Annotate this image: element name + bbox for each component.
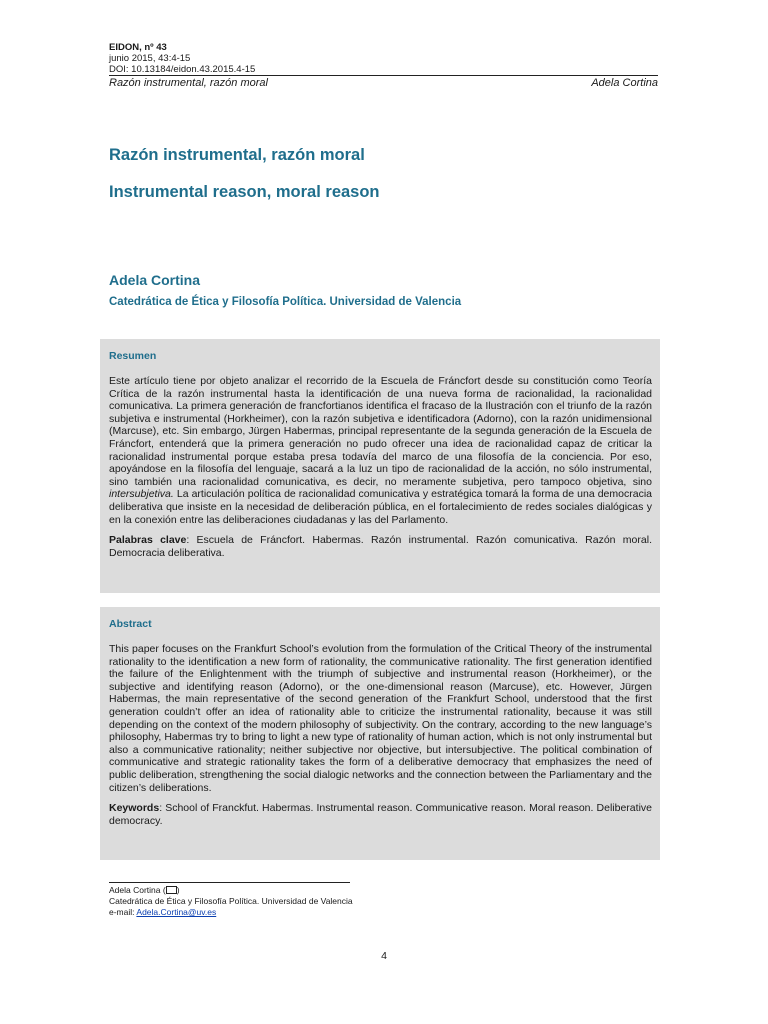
abstract-body: This paper focuses on the Frankfurt School’s evolution from the formulation of the Critical Theory of the instrumental rationality to the identification a new form of rationality, the communicative rationality. The first generation identified the failure of the Enlightenment with the triumph of subjective and instrumental reason (Horkheimer), or the subjective and identifying reason (Adorno), or the one-dimensional reason (Marcuse), etc. However, Jürgen Habermas, the main representative of the second generation of the Frankfurt School, understood that the first generation couldn’t offer an idea of rationality able to criticize the instrumental rationality, because it was still depending on the context of the modern philosophy of subjectivity. On the contrary, according to the new language’s philosophy, Habermas try to bring to light a new type of rationality of human action, which is not only instrumental but also a communicative rationality; neither subjective nor objective, but intersubjective. The political combination of communicative and strategic rationality takes the form of a deliberative democracy that emphasizes the need of public deliberation, strengthening the social dialogic networks and the connection between the Parliamentary and the citizen’s deliberations. (109, 643, 652, 794)
keywords (109, 802, 652, 827)
journal-header (109, 42, 658, 90)
title-spanish: Razón instrumental, razón moral (109, 146, 365, 164)
palabras-clave-label: Palabras clave (109, 534, 187, 547)
email-link[interactable]: Adela.Cortina@uv.es (136, 907, 217, 917)
footnote-divider (109, 882, 350, 883)
abstract-heading: Abstract (109, 618, 152, 630)
palabras-clave-list: : Escuela de Fráncfort. Habermas. Razón instrumental. Razón comunicativa. Razón moral. Democracia deliberativa. (109, 534, 652, 559)
page-number: 4 (381, 950, 387, 962)
resumen-box (100, 339, 660, 593)
palabras-clave (109, 534, 652, 559)
footnote-affiliation: Catedrática de Ética y Filosofía Política. Universidad de Valencia (109, 896, 353, 906)
footnote-author (109, 885, 353, 896)
footnote-email-label: e-mail: (109, 907, 137, 917)
footnote-author-name: Adela Cortina ( (109, 885, 166, 895)
journal-issue: junio 2015, 43:4-15 (109, 53, 191, 64)
footnote-email-line (109, 907, 353, 918)
footnote-author-close: ) (176, 885, 180, 895)
resumen-body (109, 375, 652, 526)
journal-doi: DOI: 10.13184/eidon.43.2015.4-15 (109, 64, 658, 76)
resumen-heading: Resumen (109, 350, 157, 362)
envelope-icon (166, 886, 177, 894)
running-head (109, 77, 658, 90)
author-name: Adela Cortina (109, 272, 201, 288)
abstract-box (100, 607, 660, 860)
keywords-label: Keywords (109, 802, 160, 815)
resumen-text-2: La articulación política de racionalidad comunicativa y estratégica tomará la forma de una democracia deliberativa que insiste en la necesidad de deliberación pública, en el fortalecimiento de redes sociales dialógicas y en la conexión entre las deliberaciones ciudadanas y las del Parlamento. (109, 488, 652, 526)
running-title: Razón instrumental, razón moral (109, 77, 268, 89)
resumen-text-1: Este artículo tiene por objeto analizar el recorrido de la Escuela de Fráncfort desde su constitución como Teoría Crítica de la razón instrumental hasta la identificación de una nueva forma de racionalidad, la racionalidad comunicativa. La primera generación de francfortianos identifica el fracaso de la Ilustración con el triunfo de la razón subjetiva e instrumental (Horkheimer), con la razón subjetiva e identificadora (Adorno), con la razón unidimensional (Marcuse), etc. Sin embargo, Jürgen Habermas, principal representante de la segunda generación de la Escuela de Fráncfort, entenderá que la primera generación no pudo ofrecer una idea de racionalidad capaz de criticar la racionalidad instrumental porque estaba presa todavía del marco de una filosofía de la conciencia. Por eso, apoyándose en la filosofía del lenguaje, sacará a la luz un tipo de racionalidad de la acción, no sólo instrumental, sino también una racionalidad comunicativa, es decir, no meramente subjetiva, pero tampoco objetiva, sino (109, 375, 652, 488)
author-affiliation: Catedrática de Ética y Filosofía Política. Universidad de Valencia (109, 296, 462, 308)
resumen-text-emphasis: intersubjetiva. (109, 488, 174, 501)
footnote (109, 885, 353, 918)
keywords-list: : School of Franckfut. Habermas. Instrumental reason. Communicative reason. Moral reason. Deliberative democracy. (109, 802, 652, 827)
journal-name: EIDON, nº 43 (109, 42, 167, 53)
title-english: Instrumental reason, moral reason (109, 183, 380, 201)
running-author: Adela Cortina (591, 77, 658, 89)
